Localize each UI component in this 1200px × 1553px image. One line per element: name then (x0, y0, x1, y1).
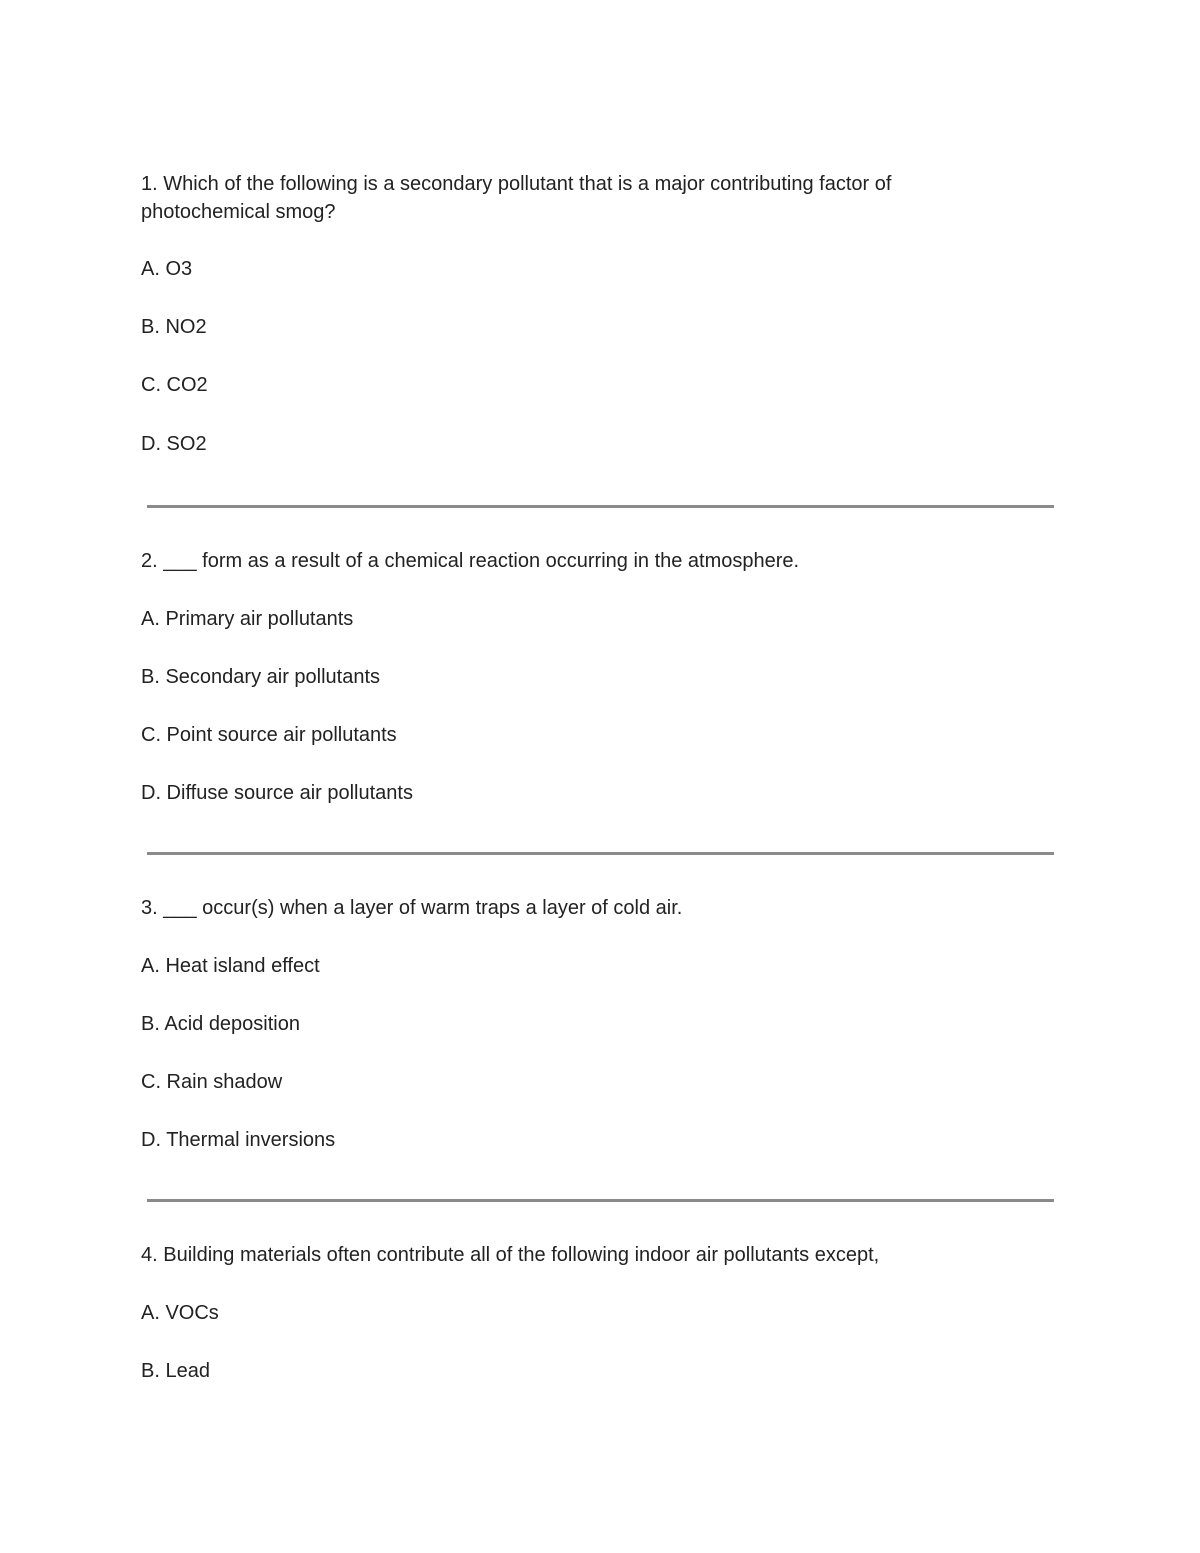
question-1-option-a: A. O3 (141, 258, 193, 280)
divider-3 (147, 1199, 1054, 1202)
question-1-option-b: B. NO2 (141, 316, 207, 338)
divider-1 (147, 505, 1054, 508)
question-2-option-c: C. Point source air pollutants (141, 724, 397, 746)
divider-2 (147, 852, 1054, 855)
question-1-option-d: D. SO2 (141, 433, 207, 455)
question-3-option-a: A. Heat island effect (141, 955, 320, 977)
question-2-text: 2. ___ form as a result of a chemical reaction occurring in the atmosphere. (141, 550, 800, 572)
question-3-option-b: B. Acid deposition (141, 1013, 300, 1035)
question-3 (141, 894, 1011, 1151)
question-2 (141, 547, 1011, 804)
question-1-text: 1. Which of the following is a secondary pollutant that is a major contributing factor of photochemical smog? (141, 173, 892, 223)
question-3-option-d: D. Thermal inversions (141, 1129, 336, 1151)
question-2-option-a: A. Primary air pollutants (141, 608, 354, 630)
question-3-text: 3. ___ occur(s) when a layer of warm traps a layer of cold air. (141, 897, 683, 919)
question-4-option-a: A. VOCs (141, 1302, 219, 1324)
question-1 (141, 170, 1011, 455)
question-3-option-c: C. Rain shadow (141, 1071, 283, 1093)
question-1-option-c: C. CO2 (141, 374, 208, 396)
question-4-text: 4. Building materials often contribute all of the following indoor air pollutants except, (141, 1244, 880, 1266)
question-4-option-b: B. Lead (141, 1360, 210, 1382)
question-2-option-b: B. Secondary air pollutants (141, 666, 381, 688)
question-2-option-d: D. Diffuse source air pollutants (141, 782, 413, 804)
question-4 (141, 1241, 1011, 1382)
